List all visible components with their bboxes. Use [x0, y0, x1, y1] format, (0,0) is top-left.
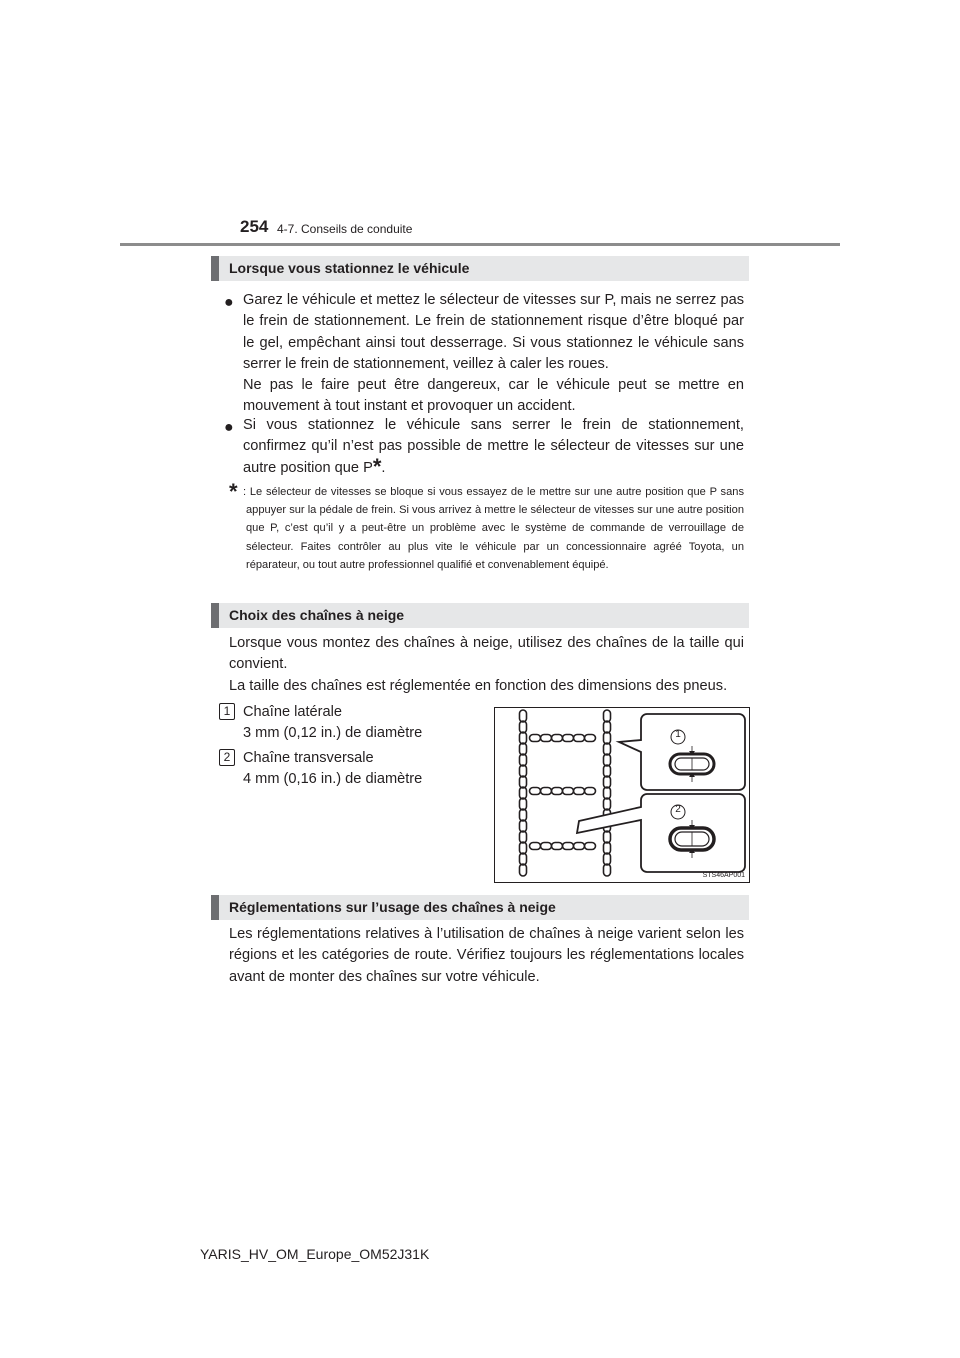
paragraph-line: Lorsque vous montez des chaînes à neige, utilisez des chaînes de la taille qui convient.	[229, 635, 744, 673]
side-chain-right	[604, 710, 611, 876]
asterisk-marker: *	[372, 453, 382, 479]
item-label: Chaîne transversale	[243, 750, 374, 766]
bullet-paragraph-1	[243, 290, 744, 418]
paragraph-line: Garez le véhicule et mettez le sélecteur de vitesses sur P, mais ne serrez pas le frein de stationnement. Le frein de stationnement risque d’être bloqué par le gel, empêchant ainsi tout desserrage. Si vous stationnez le véhicule sans serrer le frein de stationnement, veillez à caler les roues.	[243, 292, 744, 372]
header-divider	[120, 243, 840, 246]
paragraph-line: La taille des chaînes est réglementée en fonction des dimensions des pneus.	[229, 677, 728, 694]
section-heading-regulations: Réglementations sur l’usage des chaînes à neige	[211, 895, 749, 920]
callout-box-2	[577, 794, 745, 872]
snow-chain-drawing	[495, 708, 749, 882]
callout-number-2: 2	[675, 804, 681, 815]
paragraph-line: Ne pas le faire peut être dangereux, car le véhicule peut se mettre en mouvement à tout instant et provoquer un accident.	[243, 377, 744, 415]
snow-chains-intro	[229, 633, 744, 697]
paragraph-end: .	[381, 459, 386, 476]
item-detail: 3 mm (0,12 in.) de diamètre	[243, 725, 423, 742]
item-detail: 4 mm (0,16 in.) de diamètre	[243, 771, 423, 788]
bullet-icon: ●	[224, 419, 234, 436]
snow-chain-illustration	[494, 707, 750, 883]
cross-chain-middle	[530, 788, 596, 795]
item-side-chain	[243, 702, 453, 745]
item-number-2: 2	[219, 749, 235, 766]
side-chain-left	[520, 710, 527, 876]
section-heading-snow-chains: Choix des chaînes à neige	[211, 603, 749, 628]
cross-chain-top	[530, 735, 596, 742]
item-label: Chaîne latérale	[243, 704, 342, 720]
bullet-paragraph-2	[243, 415, 744, 479]
cross-chain-bottom	[530, 843, 596, 850]
paragraph-text: Si vous stationnez le véhicule sans serrer le frein de stationnement, confirmez qu’il n’est pas possible de mettre le sélecteur de vitesses sur une autre position que P	[243, 417, 744, 476]
item-number-1: 1	[219, 703, 235, 720]
bullet-icon: ●	[224, 294, 234, 311]
callout-box-1	[619, 714, 745, 790]
footnote: * : Le sélecteur de vitesses se bloque si vous essayez de le mettre sur une autre position que P sans appuyer sur la pédale de frein. Si vous arrivez à mettre le sélecteur de vitesses sur une autre position que P, c’est qu’il y a peut-être un problème avec le système de commande de verrouillage de sélecteur. Faites contrôler au plus vite le véhicule par un concessionnaire agréé Toyota, un réparateur, ou tout autre professionnel qualifié et convenablement équipé.	[229, 483, 744, 574]
regulations-paragraph: Les réglementations relatives à l’utilisation de chaînes à neige varient selon les régions et les catégories de route. Vérifiez toujours les réglementations locales avant de monter des chaînes sur votre véhicule.	[229, 926, 744, 985]
page-number: 254	[240, 217, 269, 236]
footnote-text: : Le sélecteur de vitesses se bloque si vous essayez de le mettre sur une autre position que P sans appuyer sur la pédale de frein. Si vous arrivez à mettre le sélecteur de vitesses sur une autre position que P, c’est qu’il y a peut-être un problème avec le système de commande de verrouillage de sélecteur. Faites contrôler au plus vite le véhicule par un concessionnaire agréé Toyota, un réparateur, ou tout autre professionnel qualifié et convenablement équipé.	[243, 486, 744, 571]
document-id: YARIS_HV_OM_Europe_OM52J31K	[200, 1246, 430, 1262]
callout-number-1: 1	[675, 729, 681, 740]
item-cross-chain	[243, 748, 453, 791]
figure-code: STS46AP001	[702, 872, 745, 879]
section-reference: 4-7. Conseils de conduite	[277, 222, 413, 236]
section-heading-parking: Lorsque vous stationnez le véhicule	[211, 256, 749, 281]
